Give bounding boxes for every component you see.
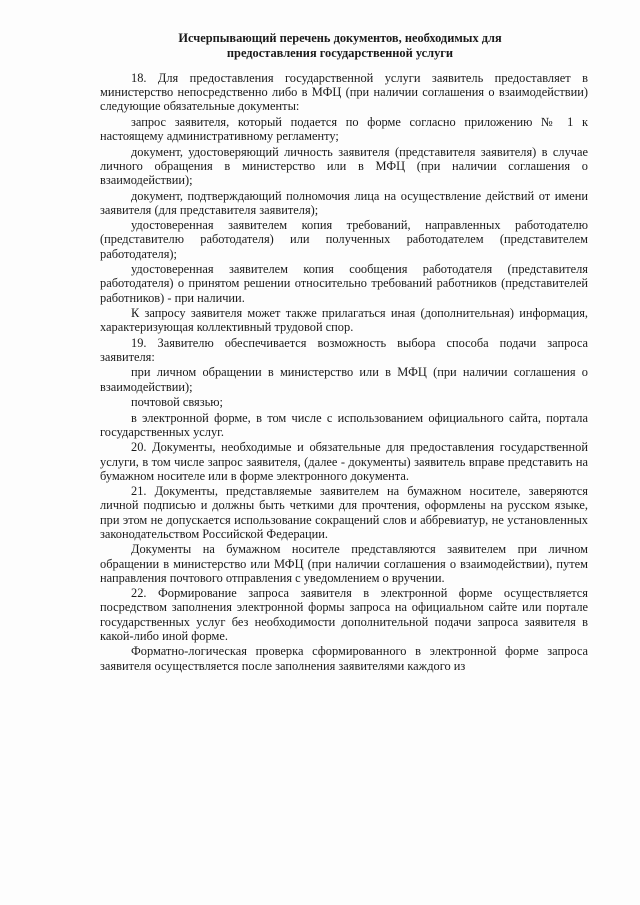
- paragraph-in-person: при личном обращении в министерство или в МФЦ (при наличии соглашения о взаимодействии);: [100, 365, 588, 394]
- paragraph-additional-info: К запросу заявителя может также прилагаться иная (дополнительная) информация, характеризующая коллективный трудовой спор.: [100, 306, 588, 335]
- paragraph-22: 22. Формирование запроса заявителя в электронной форме осуществляется посредством заполнения электронной формы запроса на официальном сайте или портале государственных услуг без необходимости дополнительной подачи запроса заявителя в какой-либо иной форме.: [100, 586, 588, 643]
- paragraph-identity-document: документ, удостоверяющий личность заявителя (представителя заявителя) в случае личного обращения в министерство или в МФЦ (при наличии соглашения о взаимодействии);: [100, 144, 588, 188]
- paragraph-request-form: запрос заявителя, который подается по форме согласно приложению № 1 к настоящему административному регламенту;: [100, 114, 588, 144]
- paragraph-20: 20. Документы, необходимые и обязательные для предоставления государственной услуги, в том числе запрос заявителя, (далее - документы) заявитель вправе представить на бумажном носителе или в форме электронного документа.: [100, 440, 588, 483]
- paragraph-by-mail: почтовой связью;: [131, 395, 224, 410]
- paragraph-authority-document: документ, подтверждающий полномочия лица на осуществление действий от имени заявителя (для представителя заявителя);: [100, 188, 588, 217]
- title-line-2: предоставления государственной услуги: [226, 46, 454, 60]
- paragraph-18: 18. Для предоставления государственной услуги заявитель предоставляет в министерство непосредственно либо в МФЦ (при наличии соглашения о взаимодействии) следующие обязательные документы:: [100, 71, 588, 114]
- title-line-1: Исчерпывающий перечень документов, необходимых для: [178, 31, 502, 45]
- paragraph-format-check: Форматно-логическая проверка сформированного в электронной форме запроса заявителя осуществляется после заполнения заявителями каждого из: [100, 644, 588, 673]
- document-body: [100, 71, 588, 674]
- paragraph-19: 19. Заявителю обеспечивается возможность выбора способа подачи запроса заявителя:: [100, 335, 588, 364]
- paragraph-paper-submission: Документы на бумажном носителе представляются заявителем при личном обращении в министерство или МФЦ (при наличии соглашения о взаимодействии), путем направления почтового отправления с уведомлением о вручении.: [100, 542, 588, 585]
- document-title: [60, 31, 620, 61]
- paragraph-employer-message-copy: удостоверенная заявителем копия сообщения работодателя (представителя работодателя) о принятом решении относительно требований работников (представителей работников) - при наличии.: [100, 262, 588, 305]
- paragraph-21: 21. Документы, представляемые заявителем на бумажном носителе, заверяются личной подписью и должны быть четкими для прочтения, оформлены на русском языке, при этом не допускается использование сокращений слов и аббревиатур, не установленных законодательством Российской Федерации.: [100, 484, 588, 541]
- paragraph-electronic: в электронной форме, в том числе с использованием официального сайта, портала государственных услуг.: [100, 410, 588, 439]
- paragraph-demands-copy: удостоверенная заявителем копия требований, направленных работодателю (представителю работодателя) или полученных работодателем (представителем работодателя);: [100, 218, 588, 261]
